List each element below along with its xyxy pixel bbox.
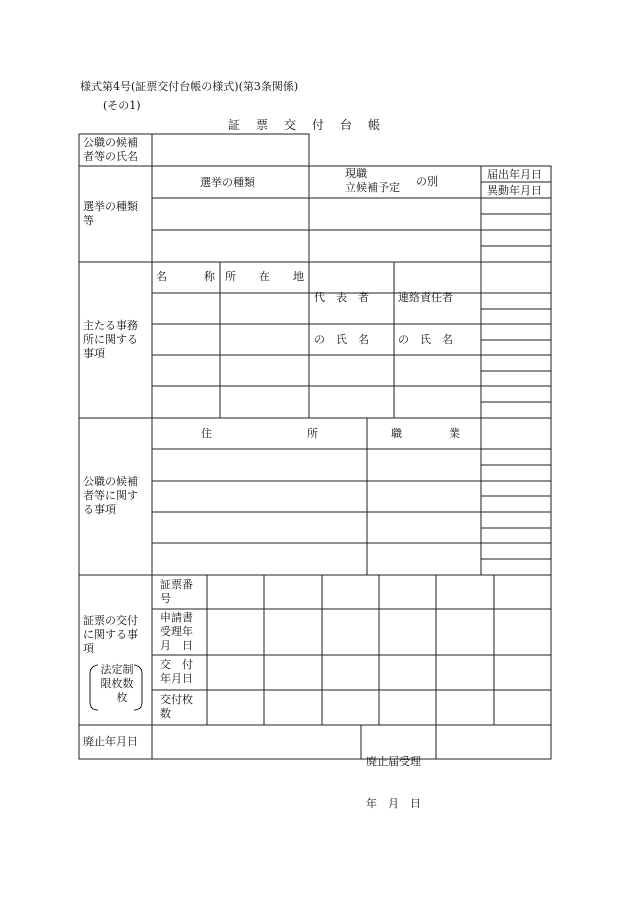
office-section-label: 主たる事務 所に関する 事項 [83,319,138,360]
contact-person-header: 連絡責任者 の 氏 名 [398,291,453,346]
address-header-b: 所 [307,427,318,440]
issued-count-row-label: 交付枚 数 [160,693,193,720]
election-section-label: 選挙の種類 等 [83,200,138,227]
form-title: 様式第4号(証票交付台帳の様式)(第3条関係) [80,80,299,93]
form-subtitle: (その1) [103,99,141,112]
legal-limit-note: 法定制 限枚数 枚 [100,663,134,704]
occupation-header-a: 職 [391,427,402,440]
application-date-row-label: 申請書 受理年 月 日 [160,611,193,652]
issuance-section-label: 証票の交付 に関する事 項 [83,614,138,655]
status-header: 現職 立候補予定 [345,167,400,194]
election-type-header: 選挙の種類 [200,176,255,189]
office-location-header-a: 所 [225,270,236,283]
occupation-header-b: 業 [449,427,460,440]
issue-date-row-label: 交 付 年月日 [160,658,193,685]
filing-date-header: 届出年月日 [487,168,542,181]
address-header-a: 住 [201,427,212,440]
candidate-name-label: 公職の候補 者等の氏名 [83,136,138,163]
document-title: 証票交付台帳 [228,118,397,132]
candidate-info-section-label: 公職の候補 者等に関す る事項 [83,475,138,516]
change-date-header: 異動年月日 [487,184,542,197]
office-name-header-a: 名 [156,270,167,283]
legal-limit-bracket-left [90,665,98,710]
office-name-header-b: 称 [204,270,215,283]
certificate-number-row-label: 証票番 号 [160,578,193,605]
status-suffix: の別 [416,175,438,188]
abolition-date-label: 廃止年月日 [83,735,138,748]
office-location-header-c: 地 [293,270,304,283]
abolition-notice-label: 廃止届受理 年 月 日 [366,755,421,810]
office-location-header-b: 在 [259,270,270,283]
main-table-border [79,166,551,759]
representative-header: 代 表 者 の 氏 名 [314,291,369,346]
